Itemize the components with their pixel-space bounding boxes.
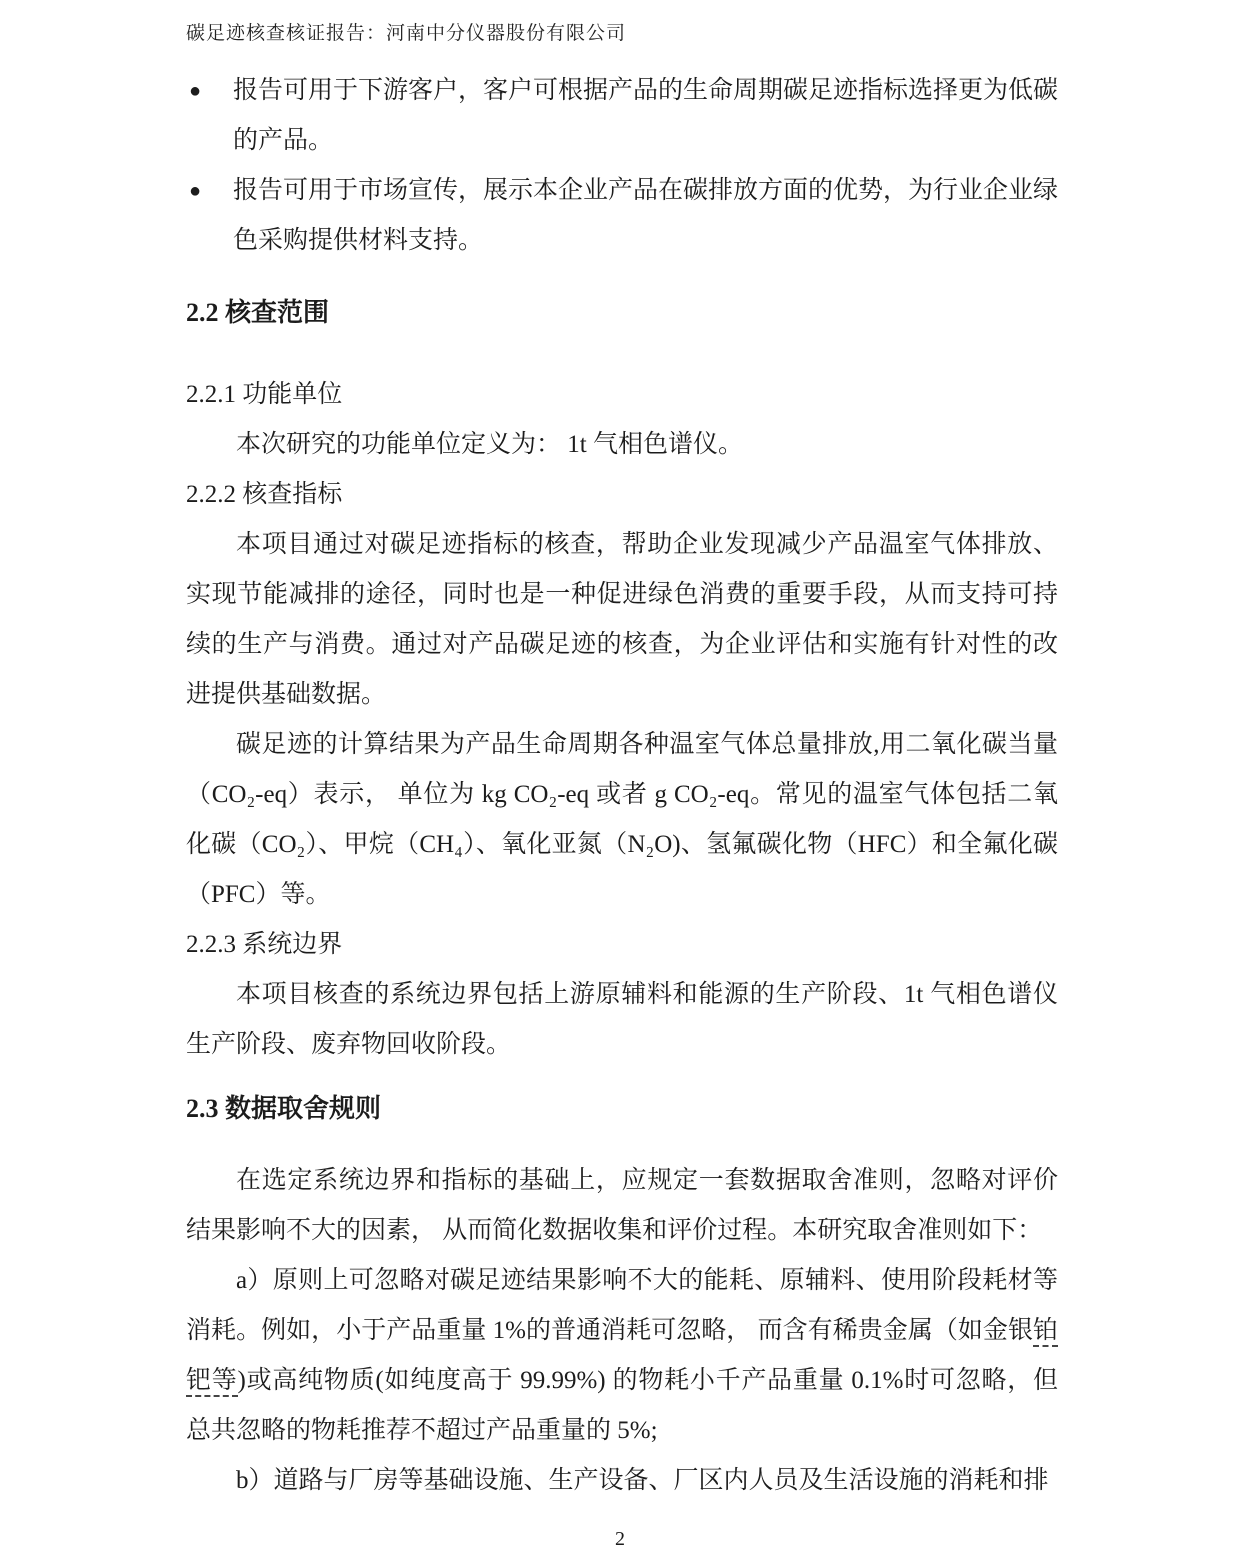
list-item [186, 66, 1058, 166]
paragraph-rule-a [186, 1256, 1058, 1456]
paragraph-system-boundary: 本项目核查的系统边界包括上游原辅料和能源的生产阶段、1t 气相色谱仪生产阶段、废弃物回收阶段。 [186, 981, 1058, 1058]
subsection-title-2-2-2-verification-indicator: 2.2.2 核查指标 [186, 481, 343, 508]
paragraph-carbon-footprint-calculation: 碳足迹的计算结果为产品生命周期各种温室气体总量排放,用二氧化碳当量（CO₂-eq）表示， 单位为 kg CO₂-eq 或者 g CO₂-eq。常见的温室气体包括二氧化碳（CO₂）、甲烷（CH₄）、氧化亚氮（N₂O)、氢氟碳化物（HFC）和全氟化碳（PFC）等。 [186, 731, 1058, 908]
page-number: 2 [615, 1528, 625, 1550]
paragraph-indicator-purpose: 本项目通过对碳足迹指标的核查，帮助企业发现减少产品温室气体排放、实现节能减排的途径，同时也是一种促进绿色消费的重要手段，从而支持可持续的生产与消费。通过对产品碳足迹的核查，为企业评估和实施有针对性的改进提供基础数据。 [186, 531, 1058, 708]
rule-a-text-after: )或高纯物质(如纯度高于 99.99%) 的物耗小千产品重量 0.1%时可忽略，但总共忽略的物耗推荐不超过产品重量的 5%; [186, 1367, 1058, 1444]
page-header: 碳足迹核查核证报告：河南中分仪器股份有限公司 [186, 23, 627, 44]
bullet-icon: ● [189, 180, 202, 202]
subsection-title-2-2-1-functional-unit: 2.2.1 功能单位 [186, 381, 343, 408]
rule-a-text-before: a）原则上可忽略对碳足迹结果影响不大的能耗、原辅料、使用阶段耗材等消耗。例如，小于产品重量 1%的普通消耗可忽略， 而含有稀贵金属（如金银 [186, 1267, 1058, 1344]
bullet-icon: ● [189, 80, 202, 102]
subsection-title-2-2-3-system-boundary: 2.2.3 系统边界 [186, 931, 343, 958]
bullet-text-market-promotion: 报告可用于市场宣传，展示本企业产品在碳排放方面的优势，为行业企业绿色采购提供材料支持。 [233, 177, 1059, 254]
paragraph-functional-unit-definition: 本次研究的功能单位定义为： 1t 气相色谱仪。 [236, 431, 743, 458]
section-title-2-2-verification-scope: 2.2 核查范围 [186, 298, 330, 327]
bullet-text-downstream-customers: 报告可用于下游客户，客户可根据产品的生命周期碳足迹指标选择更为低碳的产品。 [233, 77, 1059, 154]
list-item [186, 166, 1058, 266]
paragraph-cutoff-intro: 在选定系统边界和指标的基础上，应规定一套数据取舍准则，忽略对评价结果影响不大的因素， 从而简化数据收集和评价过程。本研究取舍准则如下： [186, 1167, 1058, 1244]
section-title-2-3-data-cutoff-rules: 2.3 数据取舍规则 [186, 1094, 382, 1123]
paragraph-rule-b: b）道路与厂房等基础设施、生产设备、厂区内人员及生活设施的消耗和排 [236, 1467, 1049, 1494]
rule-a-underlined-text: 铂钯等 [186, 1317, 1058, 1397]
bullet-list [186, 66, 1058, 266]
